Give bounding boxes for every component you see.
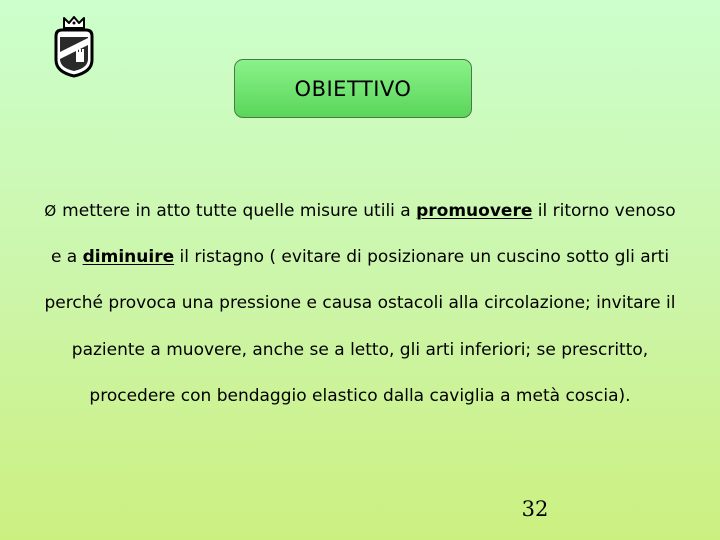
slide-title: OBIETTIVO: [294, 76, 412, 101]
paragraph-segment-1: mettere in atto tutte quelle misure utili a: [62, 201, 417, 221]
emphasis-promuovere: promuovere: [416, 201, 533, 221]
bullet-arrow-icon: Ø: [44, 202, 57, 220]
page-number: 32: [521, 497, 549, 521]
objective-paragraph: [40, 188, 680, 419]
paragraph-segment-3: il ristagno ( evitare di posizionare un cuscino sotto gli arti perché provoca una pressione e causa ostacoli alla circolazione; invitare il paziente a muovere, anche se a letto, gli arti inferiori; se prescritto, procedere con bendaggio elastico dalla caviglia a metà coscia).: [44, 247, 676, 406]
title-box: [234, 59, 472, 118]
crest-logo-icon: [52, 16, 96, 78]
emphasis-diminuire: diminuire: [82, 247, 175, 268]
paragraph-segment-2: il ritorno venoso e a: [50, 201, 676, 268]
